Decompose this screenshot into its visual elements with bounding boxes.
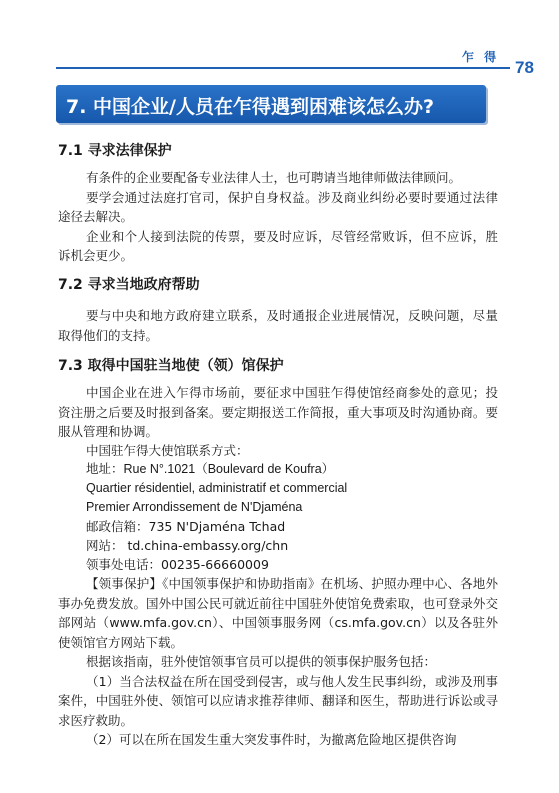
section-7-1-body [58,168,498,266]
section-7-3-body [58,383,498,442]
consular-phone: 领事处电话：00235-66660009 [86,557,269,572]
header-country: 乍 得 [462,50,500,64]
paragraph: 要与中央和地方政府建立联系，及时通报企业进展情况，反映问题，尽量取得他们的支持。 [58,308,498,343]
paragraph: 【领事保护】《中国领事保护和协助指南》在机场、护照办理中心、各地外事办免费发放。国外中国公民可就近前往中国驻外使馆免费索取，也可登录外交部网站（www.mfa.gov.cn）、中国领事服务网（cs.mfa.gov.cn）以及各驻外使领馆官方网站下载。 [58,576,498,650]
address-line-3: Premier Arrondissement de N'Djaména [86,500,303,514]
paragraph: 要学会通过法庭打官司，保护自身权益。涉及商业纠纷必要时要通过法律途径去解决。 [58,189,498,224]
title-bar [56,85,486,123]
section-7-2-heading: 7.2 寻求当地政府帮助 [58,277,200,293]
contact-intro: 中国驻乍得大使馆联系方式： [86,443,249,458]
page-title: 7. 中国企业/人员在乍得遇到困难该怎么办? [66,96,435,118]
paragraph: （2）可以在所在国发生重大突发事件时，为撤离危险地区提供咨询 [86,732,457,747]
page-number: 78 [515,58,534,77]
paragraph: 有条件的企业要配备专业法律人士，也可聘请当地律师做法律顾问。 [86,170,462,185]
section-7-3-body-continued [58,574,498,750]
postal-box: 邮政信箱：735 N'Djaména Tchad [86,519,286,534]
paragraph: （1）当合法权益在所在国受到侵害，或与他人发生民事纠纷，或涉及刑事案件，中国驻外使、领馆可以应请求推荐律师、翻译和医生，帮助进行诉讼或寻求医疗救助。 [58,673,498,728]
paragraph: 根据该指南，驻外使馆领事官员可以提供的领事保护服务包括： [86,654,437,669]
address-line-2: Quartier résidentiel, administratif et commercial [86,481,348,495]
website: 网站： td.china-embassy.org/chn [86,538,289,553]
paragraph: 企业和个人接到法院的传票，要及时应诉，尽管经常败诉，但不应诉，胜诉机会更少。 [58,228,498,263]
address-line-1: 地址：Rue N°.1021（Boulevard de Koufra） [86,462,335,476]
paragraph: 中国企业在进入乍得市场前，要征求中国驻乍得使馆经商参处的意见；投资注册之后要及时报到备案。要定期报送工作简报，重大事项及时沟通协商。要服从管理和协调。 [58,385,498,439]
section-7-2-body [58,306,498,345]
header-rule [56,67,510,69]
section-7-1-heading: 7.1 寻求法律保护 [58,143,172,159]
section-7-3-heading: 7.3 取得中国驻当地使（领）馆保护 [58,358,284,374]
